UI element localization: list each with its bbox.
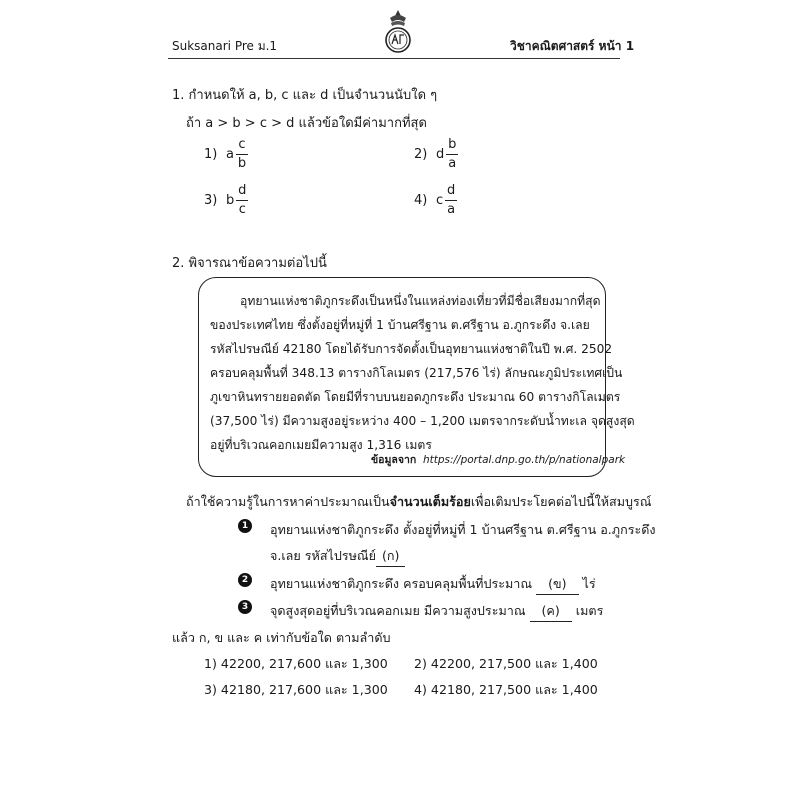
q2-conclusion: แล้ว ก, ข และ ค เท่ากับข้อใด ตามลำดับ bbox=[172, 630, 391, 645]
fraction-numerator: d bbox=[447, 183, 456, 198]
passage-line: (37,500 ไร่) มีความสูงอยู่ระหว่าง 400 – 1,200 เมตรจากระดับน้ำทะเล จุดสูงสุด bbox=[210, 414, 635, 428]
passage-line: อยู่ที่บริเวณคอกเมยมีความสูง 1,316 เมตร bbox=[210, 438, 432, 452]
q1-option-number: 3) bbox=[204, 193, 218, 208]
item-1-line2 bbox=[270, 546, 405, 567]
q1-option-3 bbox=[204, 184, 248, 217]
item-unit: ไร่ bbox=[582, 576, 596, 591]
q1-option-1 bbox=[204, 138, 248, 171]
fraction-numerator: c bbox=[238, 137, 246, 152]
fraction-denominator: b bbox=[237, 156, 247, 171]
bullet-marker: 1 bbox=[238, 519, 252, 533]
q1-option-number: 4) bbox=[414, 193, 428, 208]
header-subject-level: Suksanari Pre ม.1 bbox=[172, 39, 278, 53]
fraction-denominator: c bbox=[238, 202, 246, 217]
passage-line: ครอบคลุมพื้นที่ 348.13 ตารางกิโลเมตร (217,576 ไร่) ลักษณะภูมิประเทศเป็น bbox=[210, 366, 623, 380]
source-url: https://portal.dnp.go.th/p/nationalpark bbox=[422, 454, 626, 466]
answer-blank: (ก) bbox=[376, 546, 405, 567]
passage-line: ภูเขาหินทรายยอดตัด โดยมีที่ราบบนยอดภูกระดึง ประมาณ 60 ตารางกิโลเมตร bbox=[210, 390, 621, 404]
q2-option-3: 3) 42180, 217,600 และ 1,300 bbox=[204, 682, 388, 697]
header-divider bbox=[168, 58, 620, 59]
q1-option-base: c bbox=[436, 193, 444, 208]
q2-option-2: 2) 42200, 217,500 และ 1,400 bbox=[414, 656, 598, 671]
instruction-emphasis: จำนวนเต็มร้อย bbox=[389, 494, 471, 509]
q1-condition: ถ้า a > b > c > d แล้วข้อใดมีค่ามากที่สุด bbox=[186, 116, 427, 131]
q2-option-1: 1) 42200, 217,600 และ 1,300 bbox=[204, 656, 388, 671]
q1-option-base: a bbox=[226, 147, 234, 162]
fraction-denominator: a bbox=[447, 202, 456, 217]
item-1-line1: อุทยานแห่งชาติภูกระดึง ตั้งอยู่ที่หมู่ที่ 1 บ้านศรีฐาน ต.ศรีฐาน อ.ภูกระดึง bbox=[270, 522, 656, 537]
q1-option-number: 1) bbox=[204, 147, 218, 162]
fraction-denominator: a bbox=[448, 156, 457, 171]
passage-line: ของประเทศไทย ซึ่งตั้งอยู่ที่หมู่ที่ 1 บ้านศรีฐาน ต.ศรีฐาน อ.ภูกระดึง จ.เลย bbox=[210, 318, 590, 332]
item-text: จุดสูงสุดอยู่ที่บริเวณคอกเมย มีความสูงประมาณ bbox=[270, 603, 526, 618]
instruction-pre: ถ้าใช้ความรู้ในการหาค่าประมาณเป็น bbox=[186, 494, 390, 509]
bullet-marker: 3 bbox=[238, 600, 252, 614]
q2-option-4: 4) 42180, 217,500 และ 1,400 bbox=[414, 682, 598, 697]
passage-source bbox=[371, 451, 625, 468]
item-unit: เมตร bbox=[575, 603, 604, 618]
school-emblem-icon bbox=[380, 8, 416, 56]
q1-option-4 bbox=[414, 184, 457, 217]
item-2-line bbox=[270, 574, 596, 595]
item-3-line bbox=[270, 601, 603, 622]
header-subject-page: วิชาคณิตศาสตร์ หน้า 1 bbox=[510, 39, 635, 53]
item-text: อุทยานแห่งชาติภูกระดึง ครอบคลุมพื้นที่ประมาณ bbox=[270, 576, 533, 591]
answer-blank: (ค) bbox=[530, 601, 572, 622]
item-text: จ.เลย รหัสไปรษณีย์ bbox=[270, 548, 376, 563]
passage-line: รหัสไปรษณีย์ 42180 โดยได้รับการจัดตั้งเป็นอุทยานแห่งชาติในปี พ.ศ. 2502 bbox=[210, 342, 613, 356]
q1-option-2 bbox=[414, 138, 458, 171]
passage-line: อุทยานแห่งชาติภูกระดึงเป็นหนึ่งในแหล่งท่องเที่ยวที่มีชื่อเสียงมากที่สุด bbox=[240, 294, 601, 308]
fraction-numerator: d bbox=[238, 183, 247, 198]
q1-stem: 1. กำหนดให้ a, b, c และ d เป็นจำนวนนับใด ๆ bbox=[172, 88, 438, 103]
q1-option-base: d bbox=[436, 147, 445, 162]
bullet-marker: 2 bbox=[238, 573, 252, 587]
q1-option-number: 2) bbox=[414, 147, 428, 162]
fraction-numerator: b bbox=[448, 137, 457, 152]
q1-option-base: b bbox=[226, 193, 235, 208]
answer-blank: (ข) bbox=[536, 574, 578, 595]
q2-instruction bbox=[186, 492, 651, 512]
source-label: ข้อมูลจาก bbox=[371, 454, 417, 466]
q2-stem: 2. พิจารณาข้อความต่อไปนี้ bbox=[172, 256, 327, 271]
instruction-post: เพื่อเติมประโยคต่อไปนี้ให้สมบูรณ์ bbox=[470, 494, 652, 509]
